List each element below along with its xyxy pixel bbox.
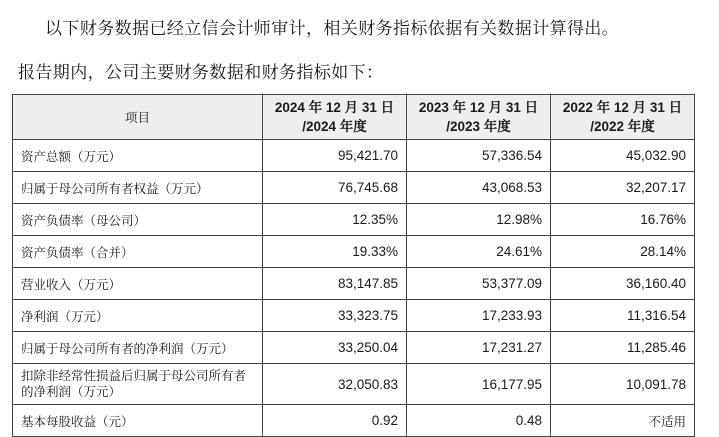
header-2024-period: /2024 年度 [302, 119, 367, 134]
row-label: 资产总额（万元） [13, 140, 263, 172]
row-label: 净利润（万元） [13, 300, 263, 332]
header-2024-date: 2024 年 12 月 31 日 [274, 100, 395, 115]
cell-2022: 16.76% [551, 204, 695, 236]
cell-2022: 32,207.17 [551, 172, 695, 204]
header-2022-date: 2022 年 12 月 31 日 [562, 100, 683, 115]
cell-2022: 10,091.78 [551, 364, 695, 405]
row-label: 扣除非经常性损益后归属于母公司所有者的净利润（万元） [13, 364, 263, 405]
header-2022 [551, 95, 695, 140]
cell-2024: 76,745.68 [263, 172, 407, 204]
cell-2024: 0.92 [263, 405, 407, 437]
cell-2022: 不适用 [551, 405, 695, 437]
cell-2022: 45,032.90 [551, 140, 695, 172]
cell-2023: 53,377.09 [407, 268, 551, 300]
header-2024 [263, 95, 407, 140]
cell-2023: 12.98% [407, 204, 551, 236]
row-label: 基本每股收益（元） [13, 405, 263, 437]
row-label: 资产负债率（合并） [13, 236, 263, 268]
row-label: 归属于母公司所有者的净利润（万元） [13, 332, 263, 364]
cell-2023: 24.61% [407, 236, 551, 268]
cell-2023: 17,231.27 [407, 332, 551, 364]
cell-2024: 12.35% [263, 204, 407, 236]
cell-2023: 16,177.95 [407, 364, 551, 405]
cell-2023: 43,068.53 [407, 172, 551, 204]
cell-2024: 19.33% [263, 236, 407, 268]
cell-2024: 83,147.85 [263, 268, 407, 300]
table-row [13, 364, 695, 405]
table-row [13, 140, 695, 172]
table-row [13, 268, 695, 300]
intro-paragraph: 以下财务数据已经立信会计师审计，相关财务指标依据有关数据计算得出。 [45, 19, 620, 39]
cell-2024: 32,050.83 [263, 364, 407, 405]
cell-2024: 95,421.70 [263, 140, 407, 172]
header-2023 [407, 95, 551, 140]
header-item: 项目 [13, 95, 263, 140]
financial-data-table [12, 94, 695, 437]
cell-2022: 11,316.54 [551, 300, 695, 332]
table-row [13, 172, 695, 204]
cell-2022: 28.14% [551, 236, 695, 268]
row-label: 资产负债率（母公司） [13, 204, 263, 236]
row-label: 营业收入（万元） [13, 268, 263, 300]
cell-2022: 11,285.46 [551, 332, 695, 364]
header-2023-period: /2023 年度 [446, 119, 511, 134]
cell-2023: 57,336.54 [407, 140, 551, 172]
table-row [13, 204, 695, 236]
cell-2024: 33,250.04 [263, 332, 407, 364]
cell-2023: 17,233.93 [407, 300, 551, 332]
header-2022-period: /2022 年度 [590, 119, 655, 134]
cell-2022: 36,160.40 [551, 268, 695, 300]
table-header-row [13, 95, 695, 140]
table-row [13, 300, 695, 332]
cell-2023: 0.48 [407, 405, 551, 437]
row-label: 归属于母公司所有者权益（万元） [13, 172, 263, 204]
header-2023-date: 2023 年 12 月 31 日 [418, 100, 539, 115]
table-row [13, 236, 695, 268]
table-row [13, 332, 695, 364]
lead-paragraph: 报告期内，公司主要财务数据和财务指标如下： [18, 63, 384, 83]
table-row [13, 405, 695, 437]
cell-2024: 33,323.75 [263, 300, 407, 332]
